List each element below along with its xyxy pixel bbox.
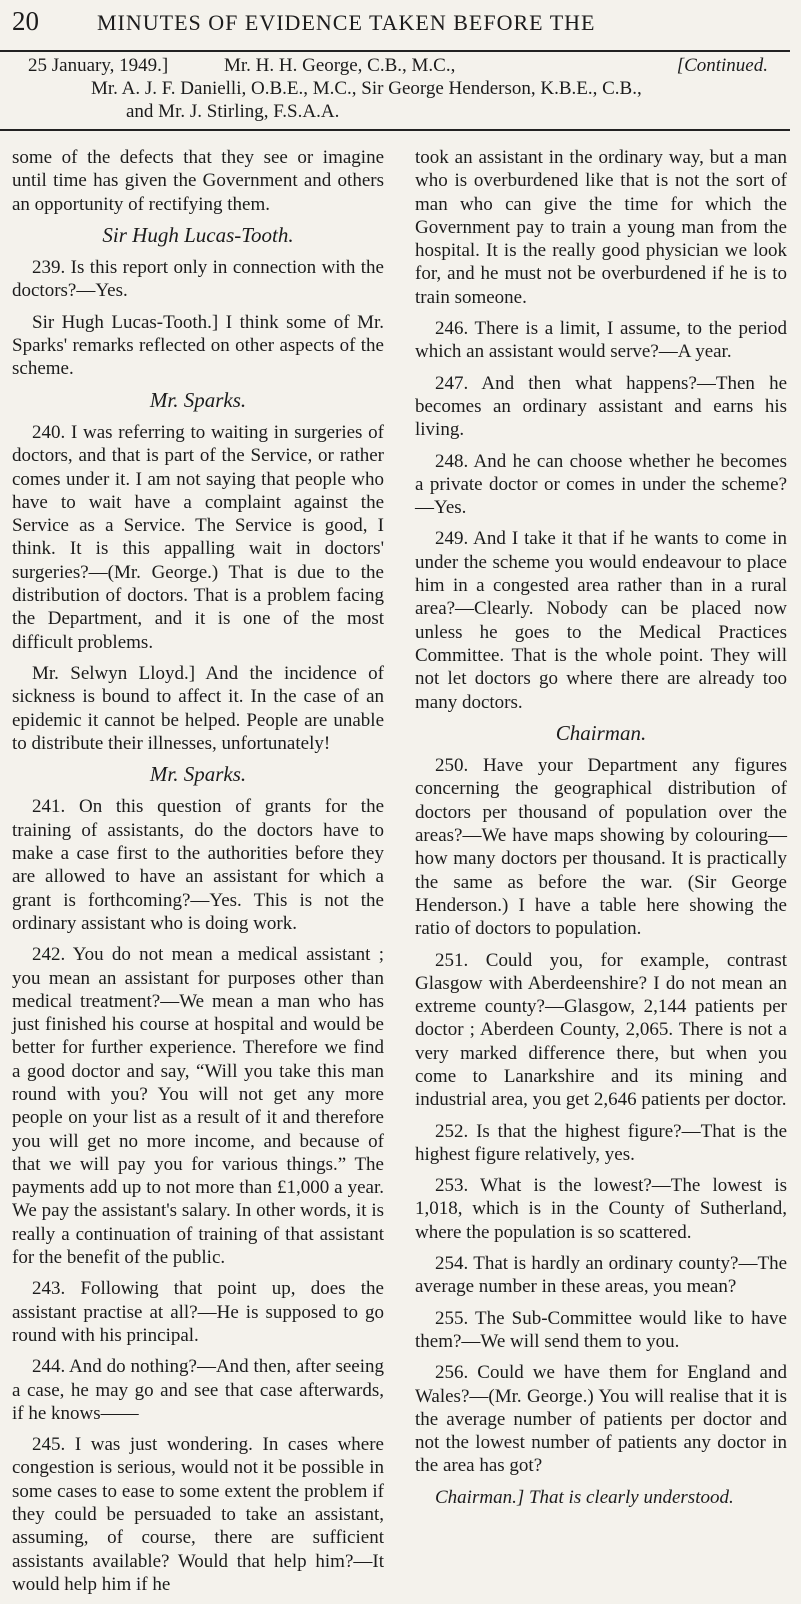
question-241: 241. On this question of grants for the training of assistants, do the doctors have to make a case first to the authorities before they are allowed to have an assistant for which a grant is forthcoming?—Yes. This is not the ordinary assistant who is doing work.	[12, 796, 384, 934]
remark-chairman: Chairman.] That is clearly understood.	[435, 1486, 734, 1508]
page-number: 20	[12, 6, 39, 36]
session-date: 25 January, 1949.]	[28, 55, 169, 76]
question-240: 240. I was referring to waiting in surgeries of doctors, and that is part of the Service, or rather comes under it. I am not saying that people who have to wait have a complaint against the Service as a Service. The Service is good, I think. It is this appalling wait in doctors' surgeries?—(Mr. George.) That is due to the distribution of doctors. That is a problem facing the Department, and it is one of the most difficult problems.	[12, 421, 384, 653]
question-251: 251. Could you, for example, contrast Glasgow with Aberdeenshire? I do not mean an extreme county?—Glasgow, 2,144 patients per doctor ; Aberdeen County, 2,065. There is not a very marked difference there, but when you come to Lanarkshire and its mining and industrial area, you get 2,646 patients per doctor.	[415, 949, 787, 1111]
speaker-heading: Sir Hugh Lucas-Tooth.	[102, 222, 294, 247]
remark-selwyn-lloyd: Mr. Selwyn Lloyd.] And the incidence of sickness is bound to affect it. In the case of an epidemic it cannot be helped. People are unable to distribute their illnesses, unfortunately!	[12, 662, 384, 754]
question-244: 244. And do nothing?—And then, after seeing a case, he may go and see that case afterwards, if he knows——	[12, 1356, 384, 1424]
speaker-heading: Chairman.	[555, 720, 647, 745]
header-rule-bottom	[0, 129, 790, 131]
paragraph-continued: took an assistant in the ordinary way, but a man who is overburdened like that is not the sort of man who can give the time for which the Government pay to train a young man from the hospital. It is the really good physician we look for, and he must not be overburdened if he is to train someone.	[415, 147, 787, 308]
speaker-heading: Mr. Sparks.	[149, 762, 247, 787]
question-256: 256. Could we have them for England and Wales?—(Mr. George.) You will realise that it is the average number of patients per doctor and not the lowest number of patients any doctor in the area has got?	[415, 1362, 787, 1477]
question-245: 245. I was just wondering. In cases where congestion is serious, would not it be possible in some cases to ease to some extent the problem if they could be persuaded to take an assistant, assuming, of course, there are sufficient assistants available? Would that help him?—It would help him if he	[12, 1434, 384, 1595]
question-249: 249. And I take it that if he wants to come in under the scheme you would endeavour to place him in a congested area rather than in a rural area?—Clearly. Nobody can be placed now unless he goes to the Medical Practices Committee. That is the whole point. They will not let doctors go where there are already too many doctors.	[415, 528, 787, 713]
header-rule-top	[0, 50, 790, 52]
page-header	[12, 6, 782, 37]
running-title: MINUTES OF EVIDENCE TAKEN BEFORE THE	[97, 10, 596, 35]
question-255: 255. The Sub-Committee would like to have them?—We will send them to you.	[415, 1307, 787, 1352]
question-254: 254. That is hardly an ordinary county?—The average number in these areas, you mean?	[415, 1253, 787, 1298]
question-248: 248. And he can choose whether he becomes a private doctor or comes in under the scheme?—Yes.	[415, 450, 787, 519]
witness-line-2: Mr. A. J. F. Danielli, O.B.E., M.C., Sir George Henderson, K.B.E., C.B.,	[91, 78, 642, 99]
speaker-heading: Mr. Sparks.	[149, 387, 247, 412]
witness-line-1: Mr. H. H. George, C.B., M.C.,	[224, 55, 456, 76]
left-column	[12, 146, 384, 1604]
continued-marker: [Continued.	[676, 55, 768, 76]
right-column	[415, 146, 787, 1517]
session-heading	[28, 54, 778, 123]
question-246: 246. There is a limit, I assume, to the period which an assistant would serve?—A year.	[415, 318, 787, 363]
question-242: 242. You do not mean a medical assistant ; you mean an assistant for purposes other than medical treatment?—We mean a man who has just finished his course at hospital and would be better for further experience. Therefore we find a good doctor and say, “Will you take this man round with you? You will not get any more people on your list as a result of it and therefore you will get no more income, and because of that we will pay you for various things.” The payments add up to not more than £1,000 a year. We pay the assistant's salary. In other words, it is really a continuation of training of that assistant for the benefit of the public.	[12, 944, 384, 1269]
paragraph-continued: some of the defects that they see or imagine until time has given the Government and others an opportunity of rectifying them.	[12, 147, 384, 215]
question-243: 243. Following that point up, does the assistant practise at all?—He is supposed to go round with his principal.	[12, 1278, 384, 1346]
question-247: 247. And then what happens?—Then he becomes an ordinary assistant and earns his living.	[415, 372, 787, 441]
witness-line-3: and Mr. J. Stirling, F.S.A.A.	[126, 101, 340, 122]
question-250: 250. Have your Department any figures concerning the geographical distribution of doctors per thousand of population over the areas?—We have maps showing by colouring—how many doctors per thousand. It is practically the same as before the war. (Sir George Henderson.) I have a table here showing the ratio of doctors to population.	[415, 755, 787, 940]
question-252: 252. Is that the highest figure?—That is the highest figure relatively, yes.	[415, 1120, 787, 1165]
remark-lucas-tooth: Sir Hugh Lucas-Tooth.] I think some of Mr. Sparks' remarks reflected on other aspects of the scheme.	[12, 311, 384, 380]
question-253: 253. What is the lowest?—The lowest is 1,018, which is in the County of Sutherland, where the population is so scattered.	[415, 1175, 787, 1243]
question-239: 239. Is this report only in connection with the doctors?—Yes.	[12, 257, 384, 302]
